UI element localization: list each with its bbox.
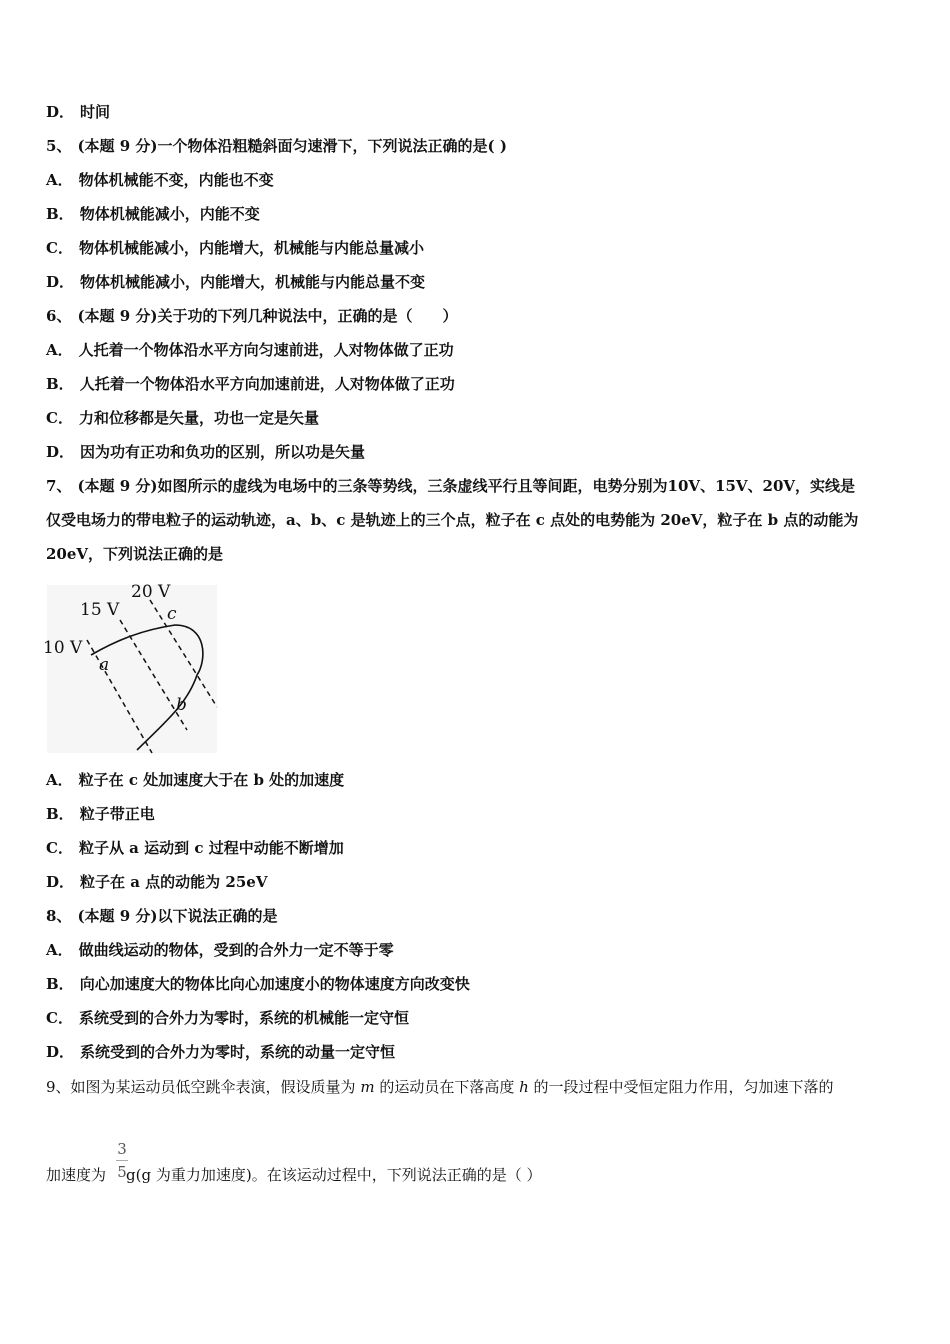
label-10v: 10 V [43,638,83,658]
item-text: 粒子在 a 点的动能为 25eV [80,873,268,891]
particle-trajectory [91,625,203,750]
question-9-line1: 9、如图为某运动员低空跳伞表演，假设质量为 m 的运动员在下落高度 h 的一段过程中受恒定阻力作用，匀加速下落的 [46,1078,834,1096]
item-label: D． [46,1043,75,1061]
item-text: 物体机械能减小，内能增大，机械能与内能总量不变 [80,273,426,291]
item-text: (本题 9 分)以下说法正确的是 [77,907,278,925]
item-label: 7、 [46,477,72,495]
item-text: 仅受电场力的带电粒子的运动轨迹，a、b、c 是轨迹上的三个点，粒子在 c 点处的电势能为 20eV，粒子在 b 点的动能为 [46,511,859,529]
text-line [46,204,260,224]
item-text: 物体机械能减小，内能增大，机械能与内能总量减小 [78,239,424,257]
item-label: B． [46,975,74,993]
label-20v: 20 V [131,582,171,602]
fraction-3-5: 3 5 [117,1140,127,1181]
item-label: D． [46,443,75,461]
text-line [46,1008,409,1028]
item-label: A． [46,341,73,359]
item-text: 时间 [80,103,111,121]
item-text: 物体机械能不变，内能也不变 [78,171,274,189]
item-label: B． [46,375,74,393]
item-text: 粒子带正电 [79,805,155,823]
item-text: (本题 9 分)关于功的下列几种说法中，正确的是（ ） [77,307,458,325]
text-line [46,906,278,926]
equipotential-20v [150,600,217,707]
item-label: A． [46,771,73,789]
item-label: 8、 [46,907,72,925]
text-line [46,374,455,394]
text-line [46,770,344,790]
item-text: 系统受到的合外力为零时，系统的动量一定守恒 [80,1043,396,1061]
text-line [46,544,223,564]
text-line [46,272,425,292]
item-label: B． [46,805,74,823]
item-text: (本题 9 分)如图所示的虚线为电场中的三条等势线，三条虚线平行且等间距，电势分别为10V、15V、20V，实线是 [77,477,856,495]
item-text: 力和位移都是矢量，功也一定是矢量 [78,409,319,427]
text-line [46,170,274,190]
text-line [46,872,267,892]
item-label: 6、 [46,307,72,325]
text-line [46,306,458,326]
text-line [46,238,424,258]
text-line [46,510,858,530]
item-text: 粒子在 c 处加速度大于在 b 处的加速度 [78,771,345,789]
item-text: 系统受到的合外力为零时，系统的机械能一定守恒 [78,1009,409,1027]
equipotential-10v [87,640,152,753]
item-label: 5、 [46,137,72,155]
item-label: D． [46,103,75,121]
item-text: 20eV，下列说法正确的是 [46,545,224,563]
question-9-line2: 加速度为 g(g 为重力加速度)。在该运动过程中，下列说法正确的是（ ） [46,1166,542,1184]
text-line [46,340,454,360]
equipotential-figure [43,582,217,753]
text-line [46,442,365,462]
text-line [46,940,394,960]
item-label: C． [46,409,73,427]
item-label: A． [46,941,73,959]
item-text: 人托着一个物体沿水平方向匀速前进，人对物体做了正功 [78,341,454,359]
item-label: C． [46,239,73,257]
text-line [46,1042,395,1062]
item-label: C． [46,1009,73,1027]
item-text: 粒子从 a 运动到 c 过程中动能不断增加 [78,839,344,857]
point-a: a [99,655,110,675]
label-15v: 15 V [80,600,120,620]
text-line [46,136,507,156]
item-label: A． [46,171,73,189]
text-line [46,974,470,994]
item-text: 因为功有正功和负功的区别，所以功是矢量 [80,443,366,461]
item-text: 人托着一个物体沿水平方向加速前进，人对物体做了正功 [79,375,455,393]
text-line [46,408,319,428]
item-text: 向心加速度大的物体比向心加速度小的物体速度方向改变快 [79,975,470,993]
text-line [46,838,344,858]
item-text: 做曲线运动的物体，受到的合外力一定不等于零 [78,941,394,959]
text-line [46,804,155,824]
point-b: b [176,695,187,715]
item-label: D． [46,273,75,291]
point-c: c [167,604,177,624]
item-text: 物体机械能减小，内能不变 [79,205,260,223]
item-label: B． [46,205,74,223]
item-label: D． [46,873,75,891]
text-line [46,476,855,496]
item-label: C． [46,839,73,857]
item-text: (本题 9 分)一个物体沿粗糙斜面匀速滑下，下列说法正确的是( ) [77,137,507,155]
text-line [46,102,110,122]
